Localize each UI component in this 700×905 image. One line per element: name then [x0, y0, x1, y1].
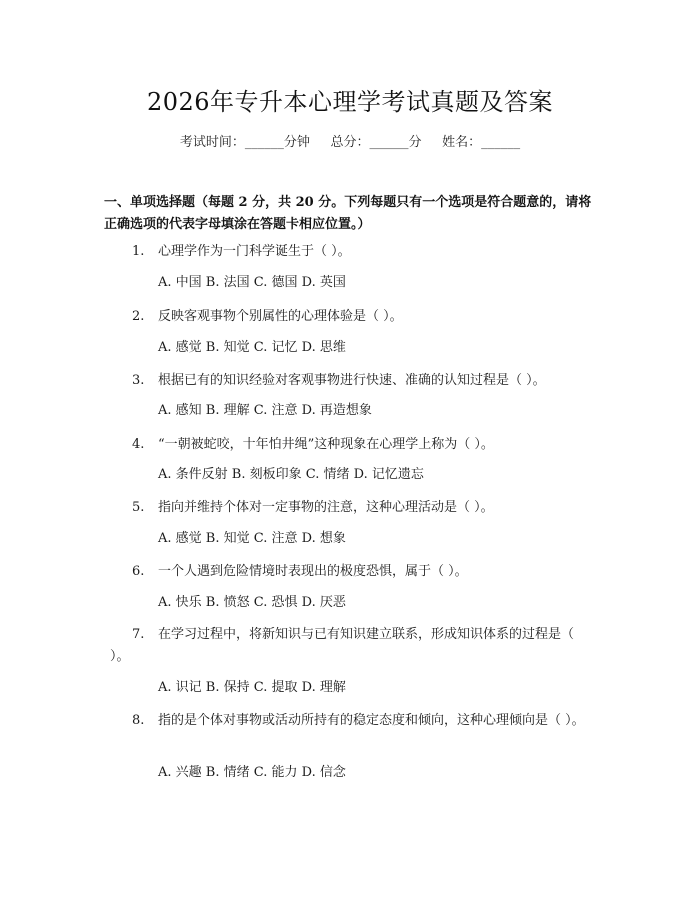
question-text: 在学习过程中，将新知识与已有知识建立联系，形成知识体系的过程是（ ）。 — [110, 627, 575, 664]
question-text: 一个人遇到危险情境时表现出的极度恐惧，属于（ ）。 — [158, 564, 468, 579]
question-1 — [110, 241, 596, 263]
question-number: 2. — [132, 309, 145, 324]
question-2-options: A. 感觉 B. 知觉 C. 记忆 D. 思维 — [158, 340, 346, 355]
question-number: 8. — [132, 713, 145, 728]
question-7-options: A. 识记 B. 保持 C. 提取 D. 理解 — [158, 680, 346, 695]
question-text: 反映客观事物个别属性的心理体验是（ ）。 — [158, 309, 403, 324]
question-8 — [110, 710, 596, 732]
question-number: 3. — [132, 373, 145, 388]
question-text: 根据已有的知识经验对客观事物进行快速、准确的认知过程是（ ）。 — [158, 373, 546, 388]
question-number: 6. — [132, 564, 145, 579]
question-2 — [110, 306, 596, 328]
question-5 — [110, 497, 596, 519]
question-number: 1. — [132, 244, 145, 259]
question-number: 5. — [132, 500, 145, 515]
question-1-options: A. 中国 B. 法国 C. 德国 D. 英国 — [158, 275, 346, 290]
question-3 — [110, 370, 596, 392]
question-text: “一朝被蛇咬，十年怕井绳”这种现象在心理学上称为（ ）。 — [158, 437, 494, 452]
question-text: 指的是个体对事物或活动所持有的稳定态度和倾向，这种心理倾向是（ ）。 — [158, 713, 585, 728]
question-3-options: A. 感知 B. 理解 C. 注意 D. 再造想象 — [158, 403, 372, 418]
question-number: 7. — [132, 627, 145, 642]
question-4 — [110, 434, 596, 456]
section-heading: 一、单项选择题（每题 2 分，共 20 分。下列每题只有一个选项是符合题意的，请将正确选项的代表字母填涂在答题卡相应位置。） — [104, 195, 592, 232]
question-5-options: A. 感觉 B. 知觉 C. 注意 D. 想象 — [158, 531, 346, 546]
question-6 — [110, 561, 596, 583]
question-4-options: A. 条件反射 B. 刻板印象 C. 情绪 D. 记忆遗忘 — [158, 467, 424, 482]
exam-meta-line: 考试时间：______分钟 总分：______分 姓名：______ — [179, 135, 521, 150]
question-number: 4. — [132, 437, 145, 452]
question-text: 心理学作为一门科学诞生于（ ）。 — [158, 244, 351, 259]
question-7 — [110, 624, 596, 668]
question-text: 指向并维持个体对一定事物的注意，这种心理活动是（ ）。 — [158, 500, 494, 515]
question-6-options: A. 快乐 B. 愤怒 C. 恐惧 D. 厌恶 — [158, 595, 346, 610]
question-8-options: A. 兴趣 B. 情绪 C. 能力 D. 信念 — [158, 765, 346, 780]
page-title: 2026年专升本心理学考试真题及答案 — [146, 88, 554, 116]
